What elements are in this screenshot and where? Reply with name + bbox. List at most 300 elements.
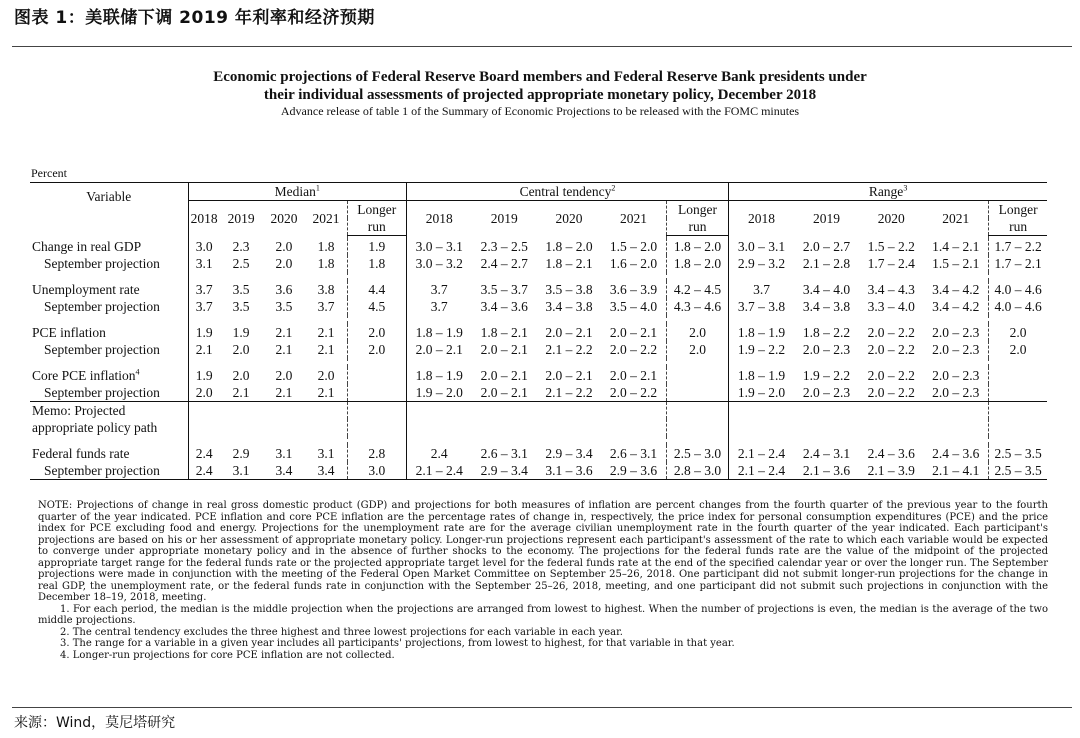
range-value: 3.4 – 4.2 xyxy=(932,299,980,314)
row-spacer xyxy=(30,436,1047,445)
row-label xyxy=(30,384,188,402)
september-projection-row xyxy=(30,462,1047,480)
spacer-cell xyxy=(859,436,923,445)
median-value: 2.1 xyxy=(220,384,263,402)
spacer-cell xyxy=(347,358,406,367)
range-value: 2.5 – 3.5 xyxy=(989,462,1047,480)
year-header: 2018 xyxy=(406,201,471,236)
row-label xyxy=(30,341,188,358)
median-value xyxy=(347,367,406,384)
memo-cell xyxy=(666,402,728,420)
median-value: 2.5 xyxy=(232,256,250,271)
ct-value xyxy=(666,384,728,402)
ct-value: 3.0 – 3.2 xyxy=(406,255,471,272)
year-header: 2021 xyxy=(312,210,340,226)
median-value: 2.0 xyxy=(232,368,250,383)
ct-value: 2.0 xyxy=(666,324,728,341)
median-value: 3.4 xyxy=(305,462,347,480)
range-value: 2.0 – 2.2 xyxy=(867,368,915,383)
spacer-cell xyxy=(263,436,306,445)
spacer-cell xyxy=(666,436,728,445)
ct-value: 3.0 – 3.1 xyxy=(406,238,471,255)
memo-cell xyxy=(263,402,306,420)
ct-value: 2.9 – 3.4 xyxy=(545,446,593,461)
spacer-cell xyxy=(472,436,537,445)
spacer-cell xyxy=(220,315,263,324)
ct-value: 2.1 – 2.4 xyxy=(406,462,471,480)
median-value: 1.8 xyxy=(347,255,406,272)
ct-value: 2.1 – 2.2 xyxy=(545,342,593,357)
range-value: 2.0 – 2.2 xyxy=(867,342,915,357)
range-value: 2.0 – 2.3 xyxy=(932,368,980,383)
range-value: 2.1 – 4.1 xyxy=(923,462,988,480)
ct-value: 2.0 – 2.2 xyxy=(609,342,658,357)
median-value: 2.3 xyxy=(232,239,250,254)
row-label-text: Change in real GDP xyxy=(32,239,142,254)
memo-cell xyxy=(406,402,471,420)
ct-value: 4.2 – 4.5 xyxy=(666,281,728,298)
ct-value: 1.5 – 2.0 xyxy=(609,239,658,254)
spacer-cell xyxy=(666,315,728,324)
range-value: 3.4 – 3.8 xyxy=(802,299,851,314)
ct-value: 3.5 – 3.7 xyxy=(480,282,528,297)
spacer-cell xyxy=(989,436,1047,445)
unit-label: Percent xyxy=(31,166,67,180)
ct-value: 2.6 – 3.1 xyxy=(480,446,528,461)
median-value xyxy=(347,384,406,402)
spacer-cell xyxy=(859,358,923,367)
memo-cell xyxy=(537,402,601,420)
range-value: 1.9 – 2.0 xyxy=(729,384,794,402)
spacer-cell xyxy=(923,436,988,445)
median-value: 3.0 xyxy=(188,238,220,255)
footnote-marker: 4 xyxy=(135,367,140,377)
spacer-cell xyxy=(305,358,347,367)
row-label-text: PCE inflation xyxy=(32,325,106,340)
footnote-4: 4. Longer-run projections for core PCE inflation are not collected. xyxy=(60,649,395,661)
median-value: 2.1 xyxy=(188,341,220,358)
range-value: 2.4 – 3.6 xyxy=(867,446,915,461)
table-notes xyxy=(38,500,1048,661)
median-value: 3.4 xyxy=(263,462,306,480)
memo-cell xyxy=(666,419,728,436)
year-header: 2019 xyxy=(227,210,255,226)
memo-cell xyxy=(601,402,666,420)
spacer-cell xyxy=(601,272,666,281)
range-value: 2.1 – 3.9 xyxy=(859,462,923,480)
variable-row xyxy=(30,324,1047,341)
spacer-cell xyxy=(263,358,306,367)
spacer-cell xyxy=(305,272,347,281)
median-value: 3.1 xyxy=(275,446,293,461)
range-value: 4.0 – 4.6 xyxy=(989,298,1047,315)
row-spacer xyxy=(30,358,1047,367)
longer-run-header-2: run xyxy=(347,218,406,236)
median-value: 2.1 xyxy=(263,384,306,402)
median-value: 2.0 xyxy=(275,239,293,254)
row-label xyxy=(30,462,188,480)
memo-cell xyxy=(347,402,406,420)
range-value: 3.4 – 4.3 xyxy=(867,282,915,297)
range-value: 1.8 – 1.9 xyxy=(729,324,794,341)
spacer-cell xyxy=(188,272,220,281)
median-value: 3.7 xyxy=(188,298,220,315)
range-value: 1.9 – 2.2 xyxy=(802,368,851,383)
spacer-cell xyxy=(406,358,471,367)
spacer-cell xyxy=(347,315,406,324)
range-value: 3.3 – 4.0 xyxy=(867,299,915,314)
ct-value: 3.7 xyxy=(406,298,471,315)
ct-value: 1.8 – 2.1 xyxy=(545,256,593,271)
spacer-cell xyxy=(729,272,794,281)
row-label-text: Federal funds rate xyxy=(32,446,130,461)
range-value: 2.0 – 2.3 xyxy=(932,342,980,357)
memo-cell xyxy=(220,419,263,436)
ct-value: 1.9 – 2.0 xyxy=(406,384,471,402)
ct-value: 2.0 – 2.1 xyxy=(472,384,537,402)
median-value: 2.1 xyxy=(275,342,293,357)
row-label-text: Unemployment rate xyxy=(32,282,140,297)
ct-value xyxy=(666,367,728,384)
spacer-cell xyxy=(794,272,859,281)
spacer-cell xyxy=(347,272,406,281)
spacer-cell xyxy=(537,358,601,367)
spacer-cell xyxy=(406,436,471,445)
row-label-text: Core PCE inflation xyxy=(32,368,136,383)
source-note: 来源：Wind，莫尼塔研究 xyxy=(14,715,176,731)
ct-value: 2.9 – 3.4 xyxy=(472,462,537,480)
range-value: 1.9 – 2.2 xyxy=(729,341,794,358)
memo-label-line1: Memo: Projected xyxy=(32,403,126,418)
memo-cell xyxy=(188,419,220,436)
median-value: 1.8 xyxy=(317,256,335,271)
memo-cell xyxy=(472,419,537,436)
median-value: 3.1 xyxy=(188,255,220,272)
range-value: 2.1 – 2.4 xyxy=(729,445,794,462)
median-value: 2.8 xyxy=(347,445,406,462)
spacer-cell xyxy=(601,436,666,445)
longer-run-header-2: run xyxy=(666,218,728,236)
ct-value: 2.0 xyxy=(666,341,728,358)
footnote-2: 2. The central tendency excludes the three highest and three lowest projections for each variable in each year. xyxy=(60,626,623,638)
memo-cell xyxy=(794,402,859,420)
spacer-cell xyxy=(30,272,188,281)
ct-value: 2.8 – 3.0 xyxy=(666,462,728,480)
range-value: 2.1 – 3.6 xyxy=(794,462,859,480)
memo-cell xyxy=(188,402,220,420)
range-value: 3.4 – 4.0 xyxy=(802,282,851,297)
median-value: 3.5 xyxy=(232,282,250,297)
ct-value: 4.3 – 4.6 xyxy=(666,298,728,315)
spacer-cell xyxy=(406,315,471,324)
spacer-cell xyxy=(859,315,923,324)
spacer-cell xyxy=(188,315,220,324)
ct-value: 3.6 – 3.9 xyxy=(609,282,658,297)
range-value: 2.0 – 2.3 xyxy=(802,342,851,357)
range-value: 2.9 – 3.2 xyxy=(729,255,794,272)
range-value: 2.0 xyxy=(989,324,1047,341)
memo-cell xyxy=(923,402,988,420)
range-value: 3.0 – 3.1 xyxy=(729,238,794,255)
ct-value: 2.6 – 3.1 xyxy=(609,446,658,461)
ct-value: 2.0 – 2.1 xyxy=(406,341,471,358)
range-value: 2.0 – 2.2 xyxy=(867,325,915,340)
variable-header: Variable xyxy=(30,183,188,236)
variable-row xyxy=(30,367,1047,384)
row-label-text: September projection xyxy=(44,342,160,357)
year-header: 2021 xyxy=(942,210,970,226)
spacer-cell xyxy=(601,358,666,367)
range-value: 4.0 – 4.6 xyxy=(989,281,1047,298)
ct-value: 1.6 – 2.0 xyxy=(609,256,658,271)
spacer-cell xyxy=(989,272,1047,281)
spacer-cell xyxy=(30,358,188,367)
ct-value: 1.8 – 2.0 xyxy=(666,255,728,272)
spacer-cell xyxy=(859,272,923,281)
september-projection-row xyxy=(30,384,1047,402)
row-label xyxy=(30,445,188,462)
footnote-1: 1. For each period, the median is the middle projection when the projections are arranged from lowest to highest. When the number of projections is even, the median is the average of the two middle projections. xyxy=(38,603,1048,626)
ct-value: 2.4 xyxy=(406,445,471,462)
row-label xyxy=(30,281,188,298)
year-header: 2020 xyxy=(270,210,298,226)
memo-label-line2: appropriate policy path xyxy=(32,420,158,435)
range-value xyxy=(989,384,1047,402)
row-label-text: September projection xyxy=(44,299,160,314)
ct-value: 2.0 – 2.2 xyxy=(601,384,666,402)
median-value: 3.7 xyxy=(188,281,220,298)
range-value: 1.8 – 2.2 xyxy=(802,325,851,340)
row-label xyxy=(30,367,188,384)
row-spacer xyxy=(30,315,1047,324)
memo-cell xyxy=(729,402,794,420)
spacer-cell xyxy=(305,436,347,445)
median-value: 2.0 xyxy=(317,368,335,383)
year-header: 2019 xyxy=(813,210,841,226)
median-value: 3.1 xyxy=(317,446,335,461)
range-value: 1.7 – 2.1 xyxy=(989,255,1047,272)
spacer-cell xyxy=(263,315,306,324)
spacer-cell xyxy=(30,315,188,324)
median-value: 2.0 xyxy=(347,324,406,341)
spacer-cell xyxy=(989,358,1047,367)
median-value: 4.5 xyxy=(347,298,406,315)
year-header: 2019 xyxy=(490,210,518,226)
median-value: 2.0 xyxy=(232,342,250,357)
median-value: 2.0 xyxy=(275,368,293,383)
year-header: 2021 xyxy=(619,210,647,226)
ct-value: 2.3 – 2.5 xyxy=(480,239,528,254)
memo-cell xyxy=(989,419,1047,436)
range-value: 2.0 – 2.2 xyxy=(859,384,923,402)
memo-cell xyxy=(347,419,406,436)
spacer-cell xyxy=(666,358,728,367)
median-value: 3.0 xyxy=(347,462,406,480)
range-value: 2.0 – 2.3 xyxy=(794,384,859,402)
median-value: 2.0 xyxy=(347,341,406,358)
year-header: 2018 xyxy=(188,201,220,236)
memo-cell xyxy=(729,419,794,436)
note-main: NOTE: Projections of change in real gross domestic product (GDP) and projections for both measures of inflation are percent changes from the fourth quarter of the previous year to the fourth quarter of the year indicated. PCE inflation and core PCE inflation are the percentage rates of change in, respectively, the price index for personal consumption expenditures (PCE) and the price index for PCE excluding food and energy. Projections for the unemployment rate are for the average civilian unemployment rate in the fourth quarter of the year indicated. Each participant's projections are based on his or her assessment of appropriate monetary policy. Longer-run projections represent each participant's assessment of the rate to which each variable would be expected to converge under appropriate monetary policy and in the absence of further shocks to the economy. The projections for the federal funds rate are the value of the midpoint of the projected appropriate target range for the federal funds rate or the projected appropriate target level for the federal funds rate at the end of the specified calendar year or over the longer run. The September projections were made in conjunction with the meeting of the Federal Open Market Committee on September 25–26, 2018. One participant did not submit longer-run projections for the change in real GDP, the unemployment rate, or the federal funds rate in conjunction with the September 25–26, 2018, meeting, and one participant did not submit such projections in conjunction with the December 18–19, 2018, meeting. xyxy=(38,500,1048,603)
ct-value: 2.0 – 2.1 xyxy=(480,342,528,357)
spacer-cell xyxy=(406,272,471,281)
ct-value: 2.4 – 2.7 xyxy=(480,256,528,271)
median-value: 3.1 xyxy=(220,462,263,480)
range-value: 2.5 – 3.5 xyxy=(989,445,1047,462)
ct-value: 2.9 – 3.6 xyxy=(601,462,666,480)
spacer-cell xyxy=(729,358,794,367)
ct-value: 2.5 – 3.0 xyxy=(666,445,728,462)
median-value: 2.1 xyxy=(305,384,347,402)
range-value: 2.1 – 2.8 xyxy=(802,256,851,271)
spacer-cell xyxy=(188,358,220,367)
ct-value: 2.0 – 2.1 xyxy=(545,368,593,383)
ct-value: 3.1 – 3.6 xyxy=(537,462,601,480)
spacer-cell xyxy=(263,272,306,281)
median-header: Median$^1$ xyxy=(188,183,406,201)
ct-value: 1.8 – 2.0 xyxy=(545,239,593,254)
year-header: 2020 xyxy=(555,210,583,226)
median-value: 3.5 xyxy=(232,299,250,314)
spacer-cell xyxy=(347,436,406,445)
ct-value: 1.8 – 1.9 xyxy=(406,324,471,341)
ct-value: 3.5 – 4.0 xyxy=(609,299,658,314)
spacer-cell xyxy=(794,436,859,445)
spacer-cell xyxy=(220,358,263,367)
ct-value: 2.0 – 2.1 xyxy=(609,368,658,383)
spacer-cell xyxy=(472,358,537,367)
memo-row xyxy=(30,419,1047,436)
range-value: 2.0 – 2.7 xyxy=(802,239,851,254)
row-label xyxy=(30,324,188,341)
longer-run-header: Longer xyxy=(347,201,406,219)
ct-value: 3.4 – 3.8 xyxy=(545,299,593,314)
range-value: 2.0 xyxy=(989,341,1047,358)
spacer-cell xyxy=(923,358,988,367)
memo-cell xyxy=(220,402,263,420)
projections-table xyxy=(30,182,1047,480)
median-value: 2.0 xyxy=(275,256,293,271)
spacer-cell xyxy=(989,315,1047,324)
longer-run-header: Longer xyxy=(989,201,1047,219)
memo-cell xyxy=(989,402,1047,420)
spacer-cell xyxy=(220,436,263,445)
memo-cell xyxy=(263,419,306,436)
memo-cell xyxy=(859,419,923,436)
spacer-cell xyxy=(794,315,859,324)
table-heading-line-2: their individual assessments of projected appropriate monetary policy, December 2018 xyxy=(263,87,817,103)
spacer-cell xyxy=(666,272,728,281)
memo-row xyxy=(30,402,1047,420)
memo-cell xyxy=(305,402,347,420)
spacer-cell xyxy=(305,315,347,324)
range-value: 2.0 – 2.3 xyxy=(932,325,980,340)
range-value: 3.7 – 3.8 xyxy=(729,298,794,315)
range-value: 3.7 xyxy=(729,281,794,298)
ct-value: 2.0 – 2.1 xyxy=(480,368,528,383)
bottom-divider xyxy=(12,707,1072,708)
spacer-cell xyxy=(794,358,859,367)
range-value: 2.0 – 2.3 xyxy=(923,384,988,402)
median-value: 3.5 xyxy=(275,299,293,314)
spacer-cell xyxy=(601,315,666,324)
range-value: 1.5 – 2.2 xyxy=(867,239,915,254)
memo-cell xyxy=(472,402,537,420)
median-value: 1.9 xyxy=(188,367,220,384)
median-value: 1.9 xyxy=(188,324,220,341)
longer-run-header-2: run xyxy=(989,218,1047,236)
median-value: 3.7 xyxy=(317,299,335,314)
range-value: 1.5 – 2.1 xyxy=(932,256,980,271)
spacer-cell xyxy=(923,315,988,324)
median-value: 1.9 xyxy=(232,325,250,340)
spacer-cell xyxy=(188,436,220,445)
median-value: 2.9 xyxy=(232,446,250,461)
median-value: 2.4 xyxy=(188,445,220,462)
ct-value: 1.8 – 1.9 xyxy=(406,367,471,384)
september-projection-row xyxy=(30,298,1047,315)
figure-title: 图表 1：美联储下调 2019 年利率和经济预期 xyxy=(14,8,375,28)
ct-value: 1.8 – 2.1 xyxy=(480,325,528,340)
range-value: 3.4 – 4.2 xyxy=(932,282,980,297)
ct-value: 2.1 – 2.2 xyxy=(537,384,601,402)
spacer-cell xyxy=(537,272,601,281)
row-label-text: September projection xyxy=(44,385,160,400)
table-subheading: Advance release of table 1 of the Summary of Economic Projections to be released with the FOMC minutes xyxy=(280,104,800,118)
range-value xyxy=(989,367,1047,384)
memo-cell xyxy=(537,419,601,436)
median-value: 2.4 xyxy=(188,462,220,480)
spacer-cell xyxy=(923,272,988,281)
range-value: 2.4 – 3.1 xyxy=(802,446,851,461)
top-divider xyxy=(12,46,1072,47)
variable-row xyxy=(30,238,1047,255)
ct-value: 3.7 xyxy=(406,281,471,298)
median-value: 3.6 xyxy=(275,282,293,297)
median-value: 1.9 xyxy=(347,238,406,255)
memo-cell xyxy=(923,419,988,436)
longer-run-header: Longer xyxy=(666,201,728,219)
range-value: 2.1 – 2.4 xyxy=(729,462,794,480)
spacer-cell xyxy=(729,315,794,324)
spacer-cell xyxy=(472,315,537,324)
range-header: Range$^3$ xyxy=(729,183,1047,201)
median-value: 2.0 xyxy=(188,384,220,402)
median-value: 2.1 xyxy=(317,342,335,357)
ct-value: 3.5 – 3.8 xyxy=(545,282,593,297)
range-value: 1.4 – 2.1 xyxy=(932,239,980,254)
spacer-cell xyxy=(472,272,537,281)
range-value: 1.7 – 2.4 xyxy=(867,256,915,271)
row-label-text: September projection xyxy=(44,256,160,271)
memo-cell xyxy=(794,419,859,436)
central-tendency-header: Central tendency$^2$ xyxy=(406,183,728,201)
ct-value: 2.0 – 2.1 xyxy=(545,325,593,340)
year-header: 2020 xyxy=(877,210,905,226)
row-label xyxy=(30,238,188,255)
spacer-cell xyxy=(537,436,601,445)
memo-cell xyxy=(305,419,347,436)
variable-row xyxy=(30,281,1047,298)
spacer-cell xyxy=(729,436,794,445)
spacer-cell xyxy=(537,315,601,324)
footnote-3: 3. The range for a variable in a given year includes all participants' projections, from lowest to highest, for that variable in that year. xyxy=(60,638,735,649)
row-spacer xyxy=(30,272,1047,281)
range-value: 2.4 – 3.6 xyxy=(932,446,980,461)
row-label xyxy=(30,298,188,315)
variable-row xyxy=(30,445,1047,462)
spacer-cell xyxy=(220,272,263,281)
